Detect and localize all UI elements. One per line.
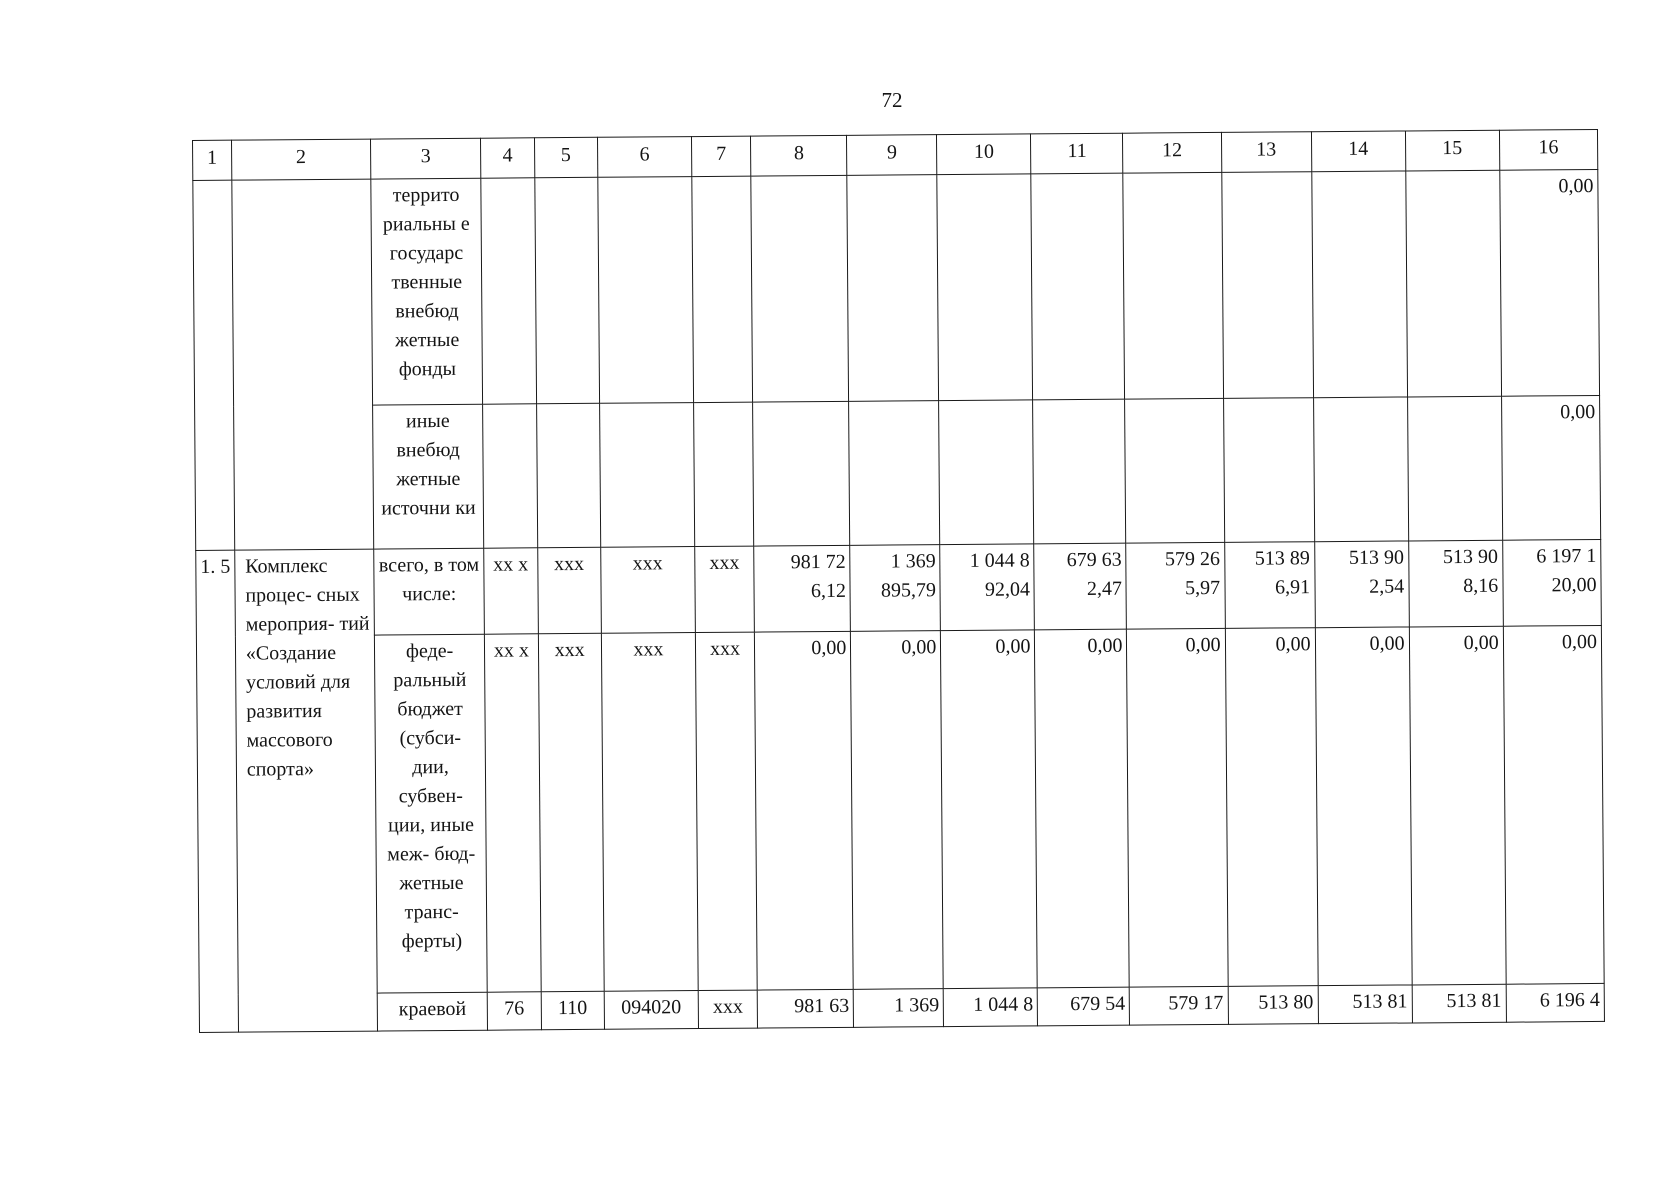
funding-source-cell: иные внебюд жетные источни ки xyxy=(372,404,484,549)
value-cell: 0,00 xyxy=(1499,169,1599,396)
value-cell: 0,00 xyxy=(1127,628,1228,987)
code-cell: ххх xyxy=(698,990,758,1028)
empty-cell xyxy=(847,175,939,402)
empty-cell xyxy=(481,178,536,404)
header-cell: 16 xyxy=(1499,129,1598,170)
table-row-federal xyxy=(196,625,1604,994)
empty-cell xyxy=(1407,396,1502,541)
header-cell: 12 xyxy=(1123,132,1221,173)
table-row-total xyxy=(196,539,1602,636)
value-cell: 0,00 xyxy=(1409,626,1506,985)
empty-cell xyxy=(1405,170,1501,397)
value-cell: 513 89 6,91 xyxy=(1224,542,1315,629)
empty-cell xyxy=(232,179,374,550)
code-cell: ххх xyxy=(538,633,604,991)
value-cell: 0,00 xyxy=(851,631,944,990)
code-cell: ххх xyxy=(537,547,601,633)
funding-source-cell: феде- ральный бюджет (субси- дии, субвен- ции, иные меж- бюд- жетные транс- ферты) xyxy=(374,634,487,993)
value-cell: 0,00 xyxy=(1035,629,1130,988)
funding-source-cell: всего, в том числе: xyxy=(374,548,485,635)
value-cell: 1 044 8 92,04 xyxy=(940,544,1035,631)
empty-cell xyxy=(694,402,754,546)
code-cell: ххх xyxy=(695,632,757,990)
header-cell: 15 xyxy=(1405,130,1499,171)
value-cell: 579 26 5,97 xyxy=(1126,542,1225,629)
value-cell: 0,00 xyxy=(1225,628,1318,987)
value-cell: 0,00 xyxy=(1503,625,1604,984)
value-cell: 6 197 1 20,00 xyxy=(1502,539,1601,626)
header-cell: 10 xyxy=(937,134,1031,175)
empty-cell xyxy=(193,180,235,550)
empty-cell xyxy=(751,175,849,402)
table-row-other-sources xyxy=(195,395,1601,550)
code-cell: 094020 xyxy=(604,991,698,1030)
program-name: Комплекс процес- сных мероприя- тий «Создание условий для развития массового спорта» xyxy=(235,549,378,1032)
empty-cell xyxy=(536,403,601,547)
value-cell: 981 72 6,12 xyxy=(754,545,851,632)
value-cell: 513 80 xyxy=(1228,986,1318,1025)
budget-table xyxy=(192,129,1605,1033)
empty-cell xyxy=(849,401,940,546)
value-cell: 1 044 8 xyxy=(944,988,1038,1027)
empty-cell xyxy=(753,401,850,546)
empty-cell xyxy=(1311,171,1407,398)
empty-cell xyxy=(1223,398,1314,543)
value-cell: 0,00 xyxy=(1315,627,1412,986)
value-cell: 0,00 xyxy=(1501,395,1600,540)
empty-cell xyxy=(939,400,1034,545)
empty-cell xyxy=(1123,172,1223,399)
value-cell: 513 90 8,16 xyxy=(1408,540,1503,627)
empty-cell xyxy=(692,176,753,402)
code-cell: 76 xyxy=(488,992,541,1030)
header-cell: 3 xyxy=(370,138,481,179)
header-cell: 14 xyxy=(1311,131,1405,172)
header-cell: 13 xyxy=(1221,132,1311,173)
value-cell: 679 63 2,47 xyxy=(1034,543,1127,630)
code-cell: хх х xyxy=(485,634,541,992)
header-cell: 5 xyxy=(534,137,598,177)
empty-cell xyxy=(483,404,537,548)
header-cell: 7 xyxy=(691,136,751,176)
header-cell: 8 xyxy=(751,135,847,176)
value-cell: 513 81 xyxy=(1318,985,1412,1024)
header-cell: 2 xyxy=(231,139,370,180)
empty-cell xyxy=(1033,399,1126,544)
header-cell: 6 xyxy=(597,137,691,178)
code-cell: хх х xyxy=(484,548,538,634)
value-cell: 981 63 xyxy=(757,989,853,1028)
value-cell: 579 17 xyxy=(1130,986,1228,1025)
header-cell: 4 xyxy=(481,138,534,178)
row-index: 1. 5 xyxy=(196,550,239,1032)
value-cell: 0,00 xyxy=(941,630,1038,989)
code-cell: ххх xyxy=(601,633,698,992)
value-cell: 0,00 xyxy=(755,631,854,990)
value-cell: 1 369 xyxy=(854,989,944,1028)
value-cell: 513 81 xyxy=(1412,984,1506,1023)
empty-cell xyxy=(1313,397,1408,542)
empty-cell xyxy=(534,177,599,403)
value-cell: 6 196 4 xyxy=(1506,983,1605,1022)
value-cell: 513 90 2,54 xyxy=(1314,541,1409,628)
header-cell: 9 xyxy=(847,135,937,176)
empty-cell xyxy=(598,177,694,404)
empty-cell xyxy=(1125,398,1224,543)
funding-source-cell: краевой xyxy=(377,992,488,1031)
value-cell: 679 54 xyxy=(1038,987,1130,1026)
empty-cell xyxy=(1221,172,1313,399)
page-number: 72 xyxy=(881,88,903,112)
header-cell: 1 xyxy=(193,140,232,180)
empty-cell xyxy=(1031,173,1125,400)
funding-source-cell: террито риальны е государс твенные внебюд жетные фонды xyxy=(371,178,483,405)
empty-cell xyxy=(599,403,694,548)
code-cell: ххх xyxy=(601,547,696,634)
empty-cell xyxy=(937,174,1033,401)
code-cell: ххх xyxy=(695,546,755,632)
header-cell: 11 xyxy=(1031,133,1123,174)
value-cell: 1 369 895,79 xyxy=(850,545,941,632)
table-row-territorial-funds xyxy=(193,169,1600,406)
code-cell: 110 xyxy=(541,991,605,1029)
